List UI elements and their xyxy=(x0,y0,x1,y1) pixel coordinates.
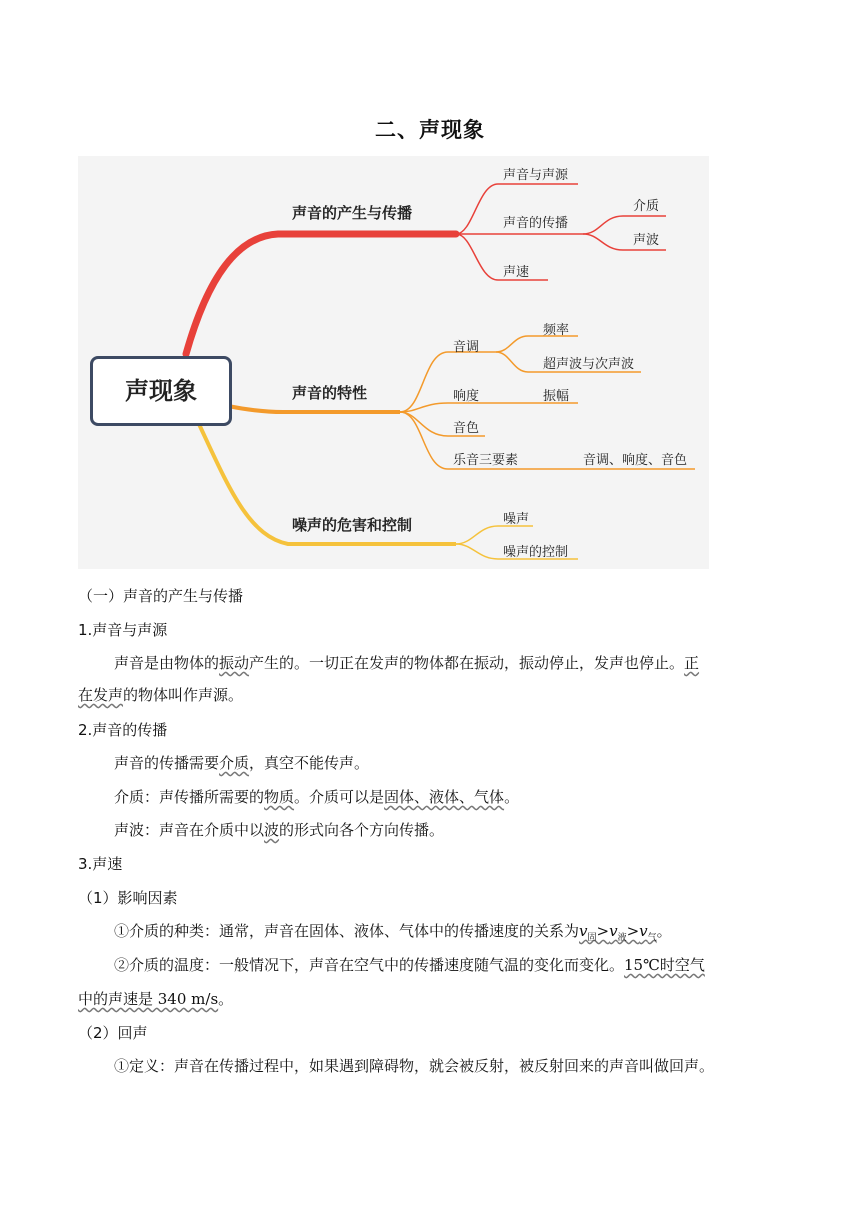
page-title: 二、声现象 xyxy=(375,118,485,142)
node-noise-control: 噪声的控制 xyxy=(503,545,569,560)
node-timbre: 音色 xyxy=(453,421,480,436)
subsection-echo: （2）回声 xyxy=(78,1024,148,1042)
paragraph-temperature-1: ②介质的温度：一般情况下，声音在空气中的传播速度随气温的变化而变化。15℃时空气 xyxy=(114,956,705,974)
node-three-elements-detail: 音调、响度、音色 xyxy=(583,453,688,468)
node-amplitude: 振幅 xyxy=(543,389,570,404)
node-three-elements: 乐音三要素 xyxy=(453,453,519,468)
section-heading: （一）声音的产生与传播 xyxy=(78,587,244,605)
node-sound-propagation: 声音的传播 xyxy=(503,216,569,231)
paragraph-medium-type: ①介质的种类：通常，声音在固体、液体、气体中的传播速度的关系为$v_固>v_液>v_气$。 xyxy=(114,922,672,943)
node-frequency: 频率 xyxy=(543,323,570,338)
paragraph-sound-wave: 声波：声音在介质中以波的形式向各个方向传播。 xyxy=(114,821,445,839)
subsection-heading: 1.声音与声源 xyxy=(78,621,168,639)
node-sound-speed: 声速 xyxy=(503,265,530,280)
paragraph-medium: 介质：声传播所需要的物质。介质可以是固体、液体、气体。 xyxy=(114,788,520,806)
paragraph-echo-definition: ①定义：声音在传播过程中，如果遇到障碍物，就会被反射，被反射回来的声音叫做回声。 xyxy=(114,1057,715,1075)
branch-noise: 噪声的危害和控制 xyxy=(292,516,413,534)
subsection-factors: （1）影响因素 xyxy=(78,889,178,907)
branch-production-propagation: 声音的产生与传播 xyxy=(292,204,413,222)
node-loudness: 响度 xyxy=(453,389,480,404)
paragraph-temperature-2: 中的声速是 340 m/s。 xyxy=(78,990,234,1008)
node-sound-wave: 声波 xyxy=(633,233,660,248)
subsection-heading: 2.声音的传播 xyxy=(78,721,168,739)
node-sound-and-source: 声音与声源 xyxy=(503,168,569,183)
paragraph-sound-source-2: 在发声的物体叫作声源。 xyxy=(78,686,244,704)
node-medium: 介质 xyxy=(633,199,660,214)
node-noise: 噪声 xyxy=(503,512,530,527)
subsection-heading: 3.声速 xyxy=(78,855,123,873)
branch-characteristics: 声音的特性 xyxy=(292,384,368,402)
mind-map xyxy=(78,156,709,569)
node-ultrasound-infrasound: 超声波与次声波 xyxy=(543,357,635,372)
mind-map-center: 声现象 xyxy=(90,356,232,426)
paragraph-propagation: 声音的传播需要介质，真空不能传声。 xyxy=(114,754,370,772)
paragraph-sound-source-1: 声音是由物体的振动产生的。一切正在发声的物体都在振动，振动停止，发声也停止。正 xyxy=(114,654,700,672)
node-pitch: 音调 xyxy=(453,340,480,355)
